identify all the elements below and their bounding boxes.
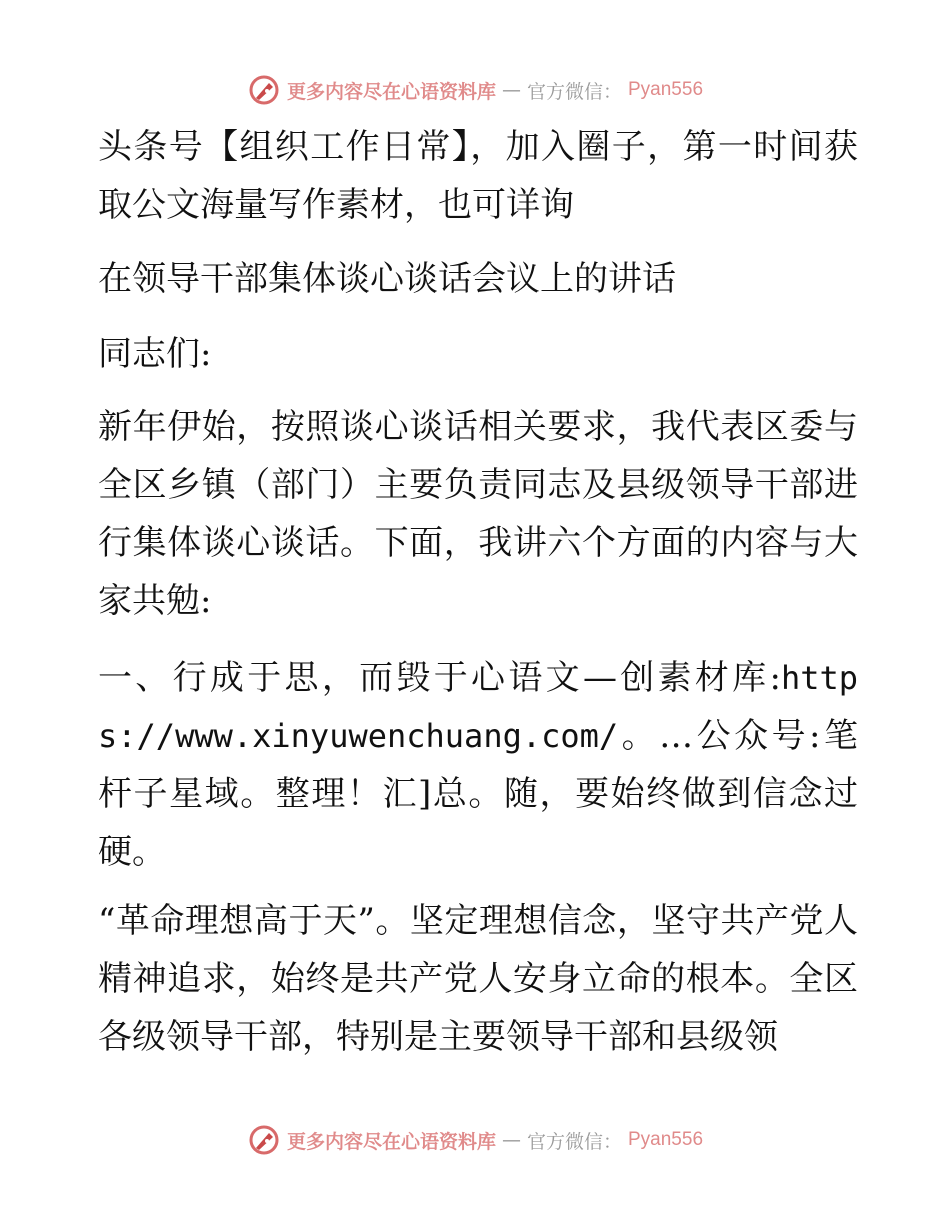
section-one-paragraph-text: “革命理想高于天”。坚定理想信念，坚守共产党人精神追求，始终是共产党人安身立命的根本。全区各级领导干部，特别是主要领导干部和县级领 — [98, 901, 858, 1057]
salutation — [98, 325, 858, 383]
watermark-label: 官方微信： — [526, 80, 622, 103]
watermark-label: 官方微信： — [526, 1130, 622, 1153]
pen-nib-circle-icon — [247, 73, 281, 107]
pen-nib-circle-icon — [247, 1123, 281, 1157]
salutation-text: 同志们: — [98, 334, 212, 374]
section-one-rest: 。…公众号:笔杆子星域。整理！汇]总。随，要始终做到信念过硬。 — [98, 716, 858, 872]
opening-text: 新年伊始，按照谈心谈话相关要求，我代表区委与全区乡镇（部门）主要负责同志及县级领导干部进行集体谈心谈话。下面，我讲六个方面的内容与大家共勉: — [98, 407, 858, 621]
section-one-url: https://www.xinyuwenchuang.com/ — [98, 659, 858, 755]
section-one-paragraph — [98, 892, 858, 1066]
intro-text: 头条号【组织工作日常】，加入圈子，第一时间获取公文海量写作素材，也可详询 — [98, 127, 858, 225]
watermark-wechat-id: Pyan556 — [628, 79, 704, 100]
section-one-heading: 一、行成于思，而毁于心语文—创素材库: — [98, 658, 781, 698]
section-one — [98, 649, 858, 881]
watermark-dash: — — [501, 1129, 521, 1151]
watermark-dash: — — [501, 79, 521, 101]
watermark-text: 更多内容尽在心语资料库 — [286, 1130, 496, 1153]
document-title — [98, 250, 858, 308]
footer-watermark — [0, 1120, 950, 1160]
header-watermark — [0, 70, 950, 110]
watermark-wechat-id: Pyan556 — [628, 1129, 704, 1150]
opening-paragraph — [98, 398, 858, 630]
watermark-text: 更多内容尽在心语资料库 — [286, 80, 496, 103]
title-text: 在领导干部集体谈心谈话会议上的讲话 — [98, 259, 676, 299]
section-one-text — [98, 649, 858, 881]
intro-paragraph — [98, 118, 858, 234]
